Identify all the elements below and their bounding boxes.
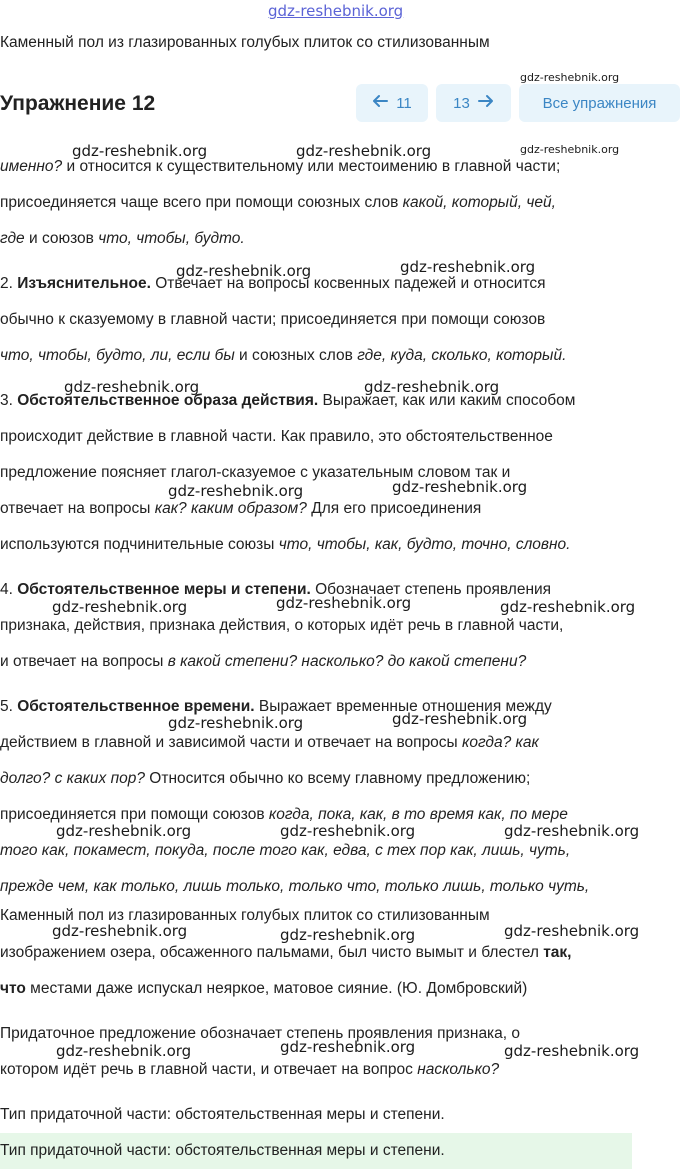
watermark: gdz-reshebnik.org (296, 142, 432, 160)
text-line: и отвечает на вопросы в какой степени? насколько? до какой степени? (0, 653, 527, 670)
watermark: gdz-reshebnik.org (504, 922, 640, 940)
watermark: gdz-reshebnik.org (520, 71, 620, 84)
text-line: 4. Обстоятельственное меры и степени. Обозначает степень проявления (0, 581, 552, 598)
watermark: gdz-reshebnik.org (504, 1042, 640, 1060)
prev-exercise-button[interactable] (356, 84, 428, 122)
text-line: используются подчинительные союзы что, чтобы, как, будто, точно, словно. (0, 536, 571, 553)
next-exercise-button[interactable] (436, 84, 511, 122)
text-line: где и союзов что, чтобы, будто. (0, 230, 245, 247)
all-exercises-button[interactable] (519, 84, 680, 122)
text-line: присоединяется при помощи союзов когда, пока, как, в то время как, по мере (0, 806, 568, 823)
page-title: Упражнение 12 (0, 92, 156, 115)
watermark: gdz-reshebnik.org (72, 142, 208, 160)
watermark: gdz-reshebnik.org (276, 594, 412, 612)
watermark: gdz-reshebnik.org (176, 262, 312, 280)
example-line: что местами даже испускал неяркое, матовое сияние. (Ю. Домбровский) (0, 980, 528, 997)
watermark: gdz-reshebnik.org (52, 922, 188, 940)
text-line: именно? и относится к существительному или местоимению в главной части; (0, 158, 561, 175)
text-line: 2. Изъяснительное. Отвечает на вопросы косвенных падежей и относится (0, 275, 546, 292)
text-line: предложение поясняет глагол-сказуемое с указательным словом так и (0, 464, 511, 481)
text-line: происходит действие в главной части. Как правило, это обстоятельственное (0, 428, 553, 445)
arrow-right-icon (478, 94, 494, 112)
arrow-left-icon (372, 94, 388, 112)
watermark: gdz-reshebnik.org (56, 822, 192, 840)
text-line: долго? с каких пор? Относится обычно ко всему главному предложению; (0, 770, 531, 787)
answer-line: Тип придаточной части: обстоятельственная меры и степени. (0, 1142, 445, 1159)
text-line: того как, покамест, покуда, после того как, едва, с тех пор как, лишь, чуть, (0, 842, 571, 859)
text-line: что, чтобы, будто, ли, если бы и союзных слов где, куда, сколько, который. (0, 347, 567, 364)
watermark: gdz-reshebnik.org (520, 143, 620, 156)
text-line: обычно к сказуемому в главной части; присоединяется при помощи союзов (0, 311, 546, 328)
watermark: gdz-reshebnik.org (280, 1038, 416, 1056)
type-line: Тип придаточной части: обстоятельственная меры и степени. (0, 1106, 445, 1123)
watermark: gdz-reshebnik.org (280, 822, 416, 840)
text-line: присоединяется чаще всего при помощи союзных слов какой, который, чей, (0, 194, 556, 211)
watermark: gdz-reshebnik.org (280, 926, 416, 944)
text-line: признака, действия, признака действия, о которых идёт речь в главной части, (0, 617, 564, 634)
watermark-link[interactable]: gdz-reshebnik.org (268, 2, 404, 20)
all-exercises-label: Все упражнения (542, 94, 657, 112)
watermark: gdz-reshebnik.org (400, 258, 536, 276)
example-line: изображением озера, обсаженного пальмами, был чисто вымыт и блестел так, (0, 944, 572, 961)
watermark: gdz-reshebnik.org (500, 598, 636, 616)
next-exercise-label: 13 (453, 94, 470, 112)
example-line: Каменный пол из глазированных голубых плиток со стилизованным (0, 907, 490, 924)
watermark: gdz-reshebnik.org (64, 378, 200, 396)
watermark: gdz-reshebnik.org (392, 478, 528, 496)
analysis-line: Придаточное предложение обозначает степень проявления признака, о (0, 1025, 521, 1042)
watermark: gdz-reshebnik.org (168, 482, 304, 500)
watermark: gdz-reshebnik.org (56, 1042, 192, 1060)
watermark: gdz-reshebnik.org (52, 598, 188, 616)
watermark: gdz-reshebnik.org (168, 714, 304, 732)
text-line: прежде чем, как только, лишь только, только что, только лишь, только чуть, (0, 878, 590, 895)
text-line: действием в главной и зависимой части и отвечает на вопросы когда? как (0, 734, 539, 751)
watermark: gdz-reshebnik.org (392, 710, 528, 728)
watermark: gdz-reshebnik.org (364, 378, 500, 396)
text-line: 3. Обстоятельственное образа действия. Выражает, как или каким способом (0, 392, 576, 409)
snippet-text: Каменный пол из глазированных голубых плиток со стилизованным (0, 34, 490, 51)
text-line: 5. Обстоятельственное времени. Выражает временные отношения между (0, 698, 552, 715)
text-line: отвечает на вопросы как? каким образом? Для его присоединения (0, 500, 482, 517)
prev-exercise-label: 11 (396, 94, 412, 112)
analysis-line: котором идёт речь в главной части, и отвечает на вопрос насколько? (0, 1061, 500, 1078)
watermark: gdz-reshebnik.org (504, 822, 640, 840)
